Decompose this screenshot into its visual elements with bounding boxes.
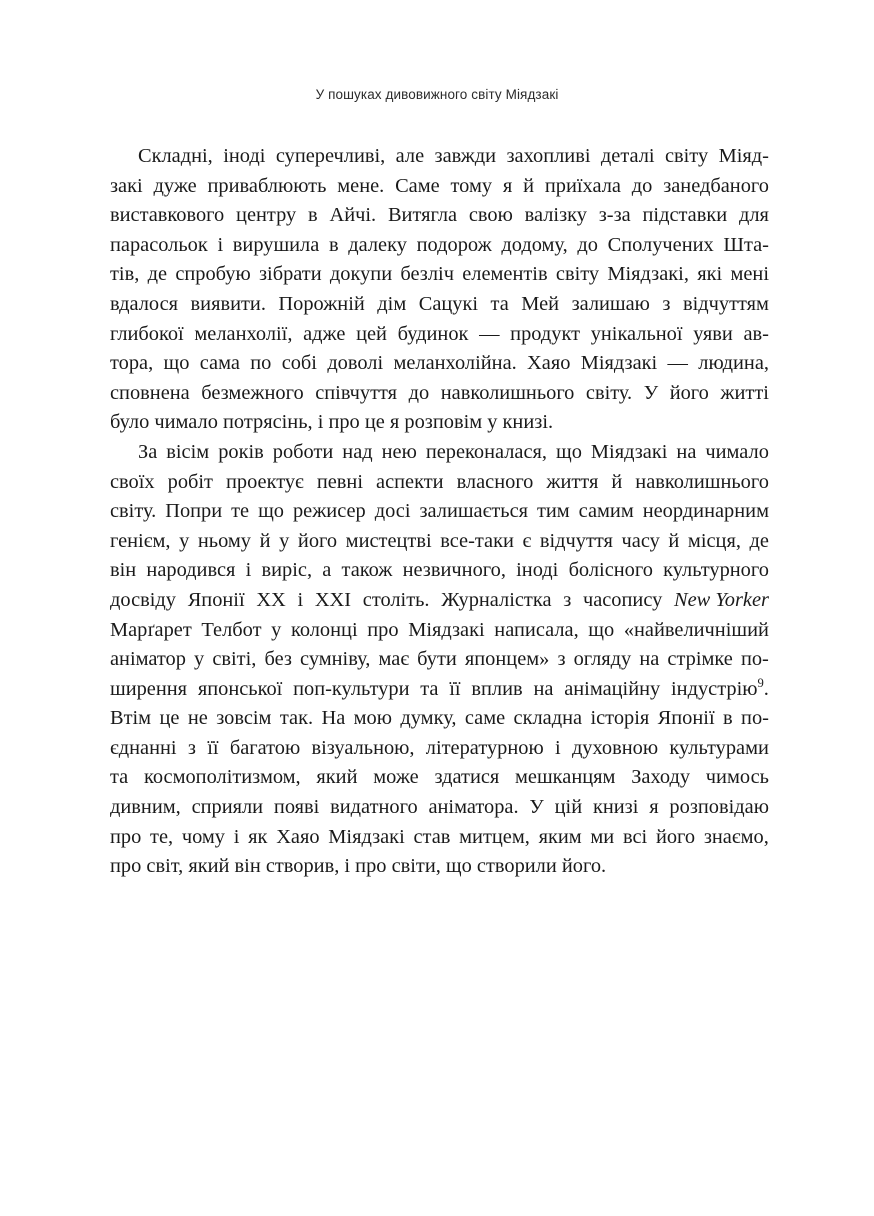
text-line: Втім це не зовсім так. На мою думку, саме складна історія Японії в по-: [110, 707, 769, 730]
paragraph-1: [110, 142, 769, 438]
text-line: глибокої меланхолії, адже цей будинок — продукт унікальної уяви ав-: [110, 322, 769, 345]
text-line: виставкового центру в Айчі. Витягла свою валізку з-за підставки для: [110, 204, 769, 227]
text-line: про те, чому і як Хаяо Міядзакі став митцем, яким ми всі його знаємо,: [110, 825, 769, 848]
text-line: сповнена безмежного співчуття до навколишнього світу. У його житті: [110, 381, 769, 404]
text-line: генієм, у ньому й у його мистецтві все-таки є відчуття часу й місця, де: [110, 529, 769, 552]
text-line: парасольок і вирушила в далеку подорож додому, до Сполучених Шта-: [110, 233, 769, 256]
text-line: вдалося виявити. Порожній дім Сацукі та Мей залишаю з відчуттям: [110, 292, 769, 315]
text-line: закі дуже приваблюють мене. Саме тому я й приїхала до занедбаного: [110, 174, 769, 197]
text-line: та космополітизмом, який може здатися мешканцям Заходу чимось: [110, 766, 769, 789]
text-line: досвіду Японії XX і XXI століть. Журналістка з часопису New Yorker: [110, 586, 769, 616]
text-line: ширення японської поп-культури та її вплив на анімаційну індустрію$^9$.: [110, 675, 769, 700]
text-line: Складні, іноді суперечливі, але завжди захопливі деталі світу Міяд-: [138, 145, 769, 167]
text-line: світу. Попри те що режисер досі залишається тим самим неординарним: [110, 500, 769, 523]
text-line: своїх робіт проектує певні аспекти власного життя й навколишнього: [110, 470, 769, 493]
text-line: про світ, який він створив, і про світи, що створили його.: [110, 855, 607, 878]
italic-publication-name: New Yorker: [673, 588, 769, 611]
text-line: було чимало потрясінь, і про це я розповім у книзі.: [110, 411, 554, 434]
text-line: він народився і виріс, а також незвичного, іноді болісного культурного: [110, 559, 769, 582]
text-line: тора, що сама по собі доволі меланхолійна. Хаяо Міядзакі — людина,: [110, 352, 769, 375]
footnote-marker: 9: [757, 675, 764, 690]
paragraph-2: [110, 438, 769, 882]
running-header: У пошуках дивовижного світу Міядзакі: [315, 87, 559, 102]
body-text-block: [110, 142, 769, 882]
text-line: дивним, сприяли появі видатного аніматора. У цій книзі я розповідаю: [110, 796, 769, 819]
text-line: єднанні з її багатою візуальною, літературною і духовною культурами: [110, 736, 769, 759]
text-line: тів, де спробую зібрати докупи безліч елементів світу Міядзакі, які мені: [110, 263, 769, 286]
text-line: аніматор у світі, без сумніву, має бути японцем» з огляду на стрімке по-: [110, 648, 769, 671]
text-line: За вісім років роботи над нею переконалася, що Міядзакі на чимало: [138, 440, 769, 463]
text-line: Марґарет Телбот у колонці про Міядзакі написала, що «найвеличніший: [110, 618, 769, 641]
